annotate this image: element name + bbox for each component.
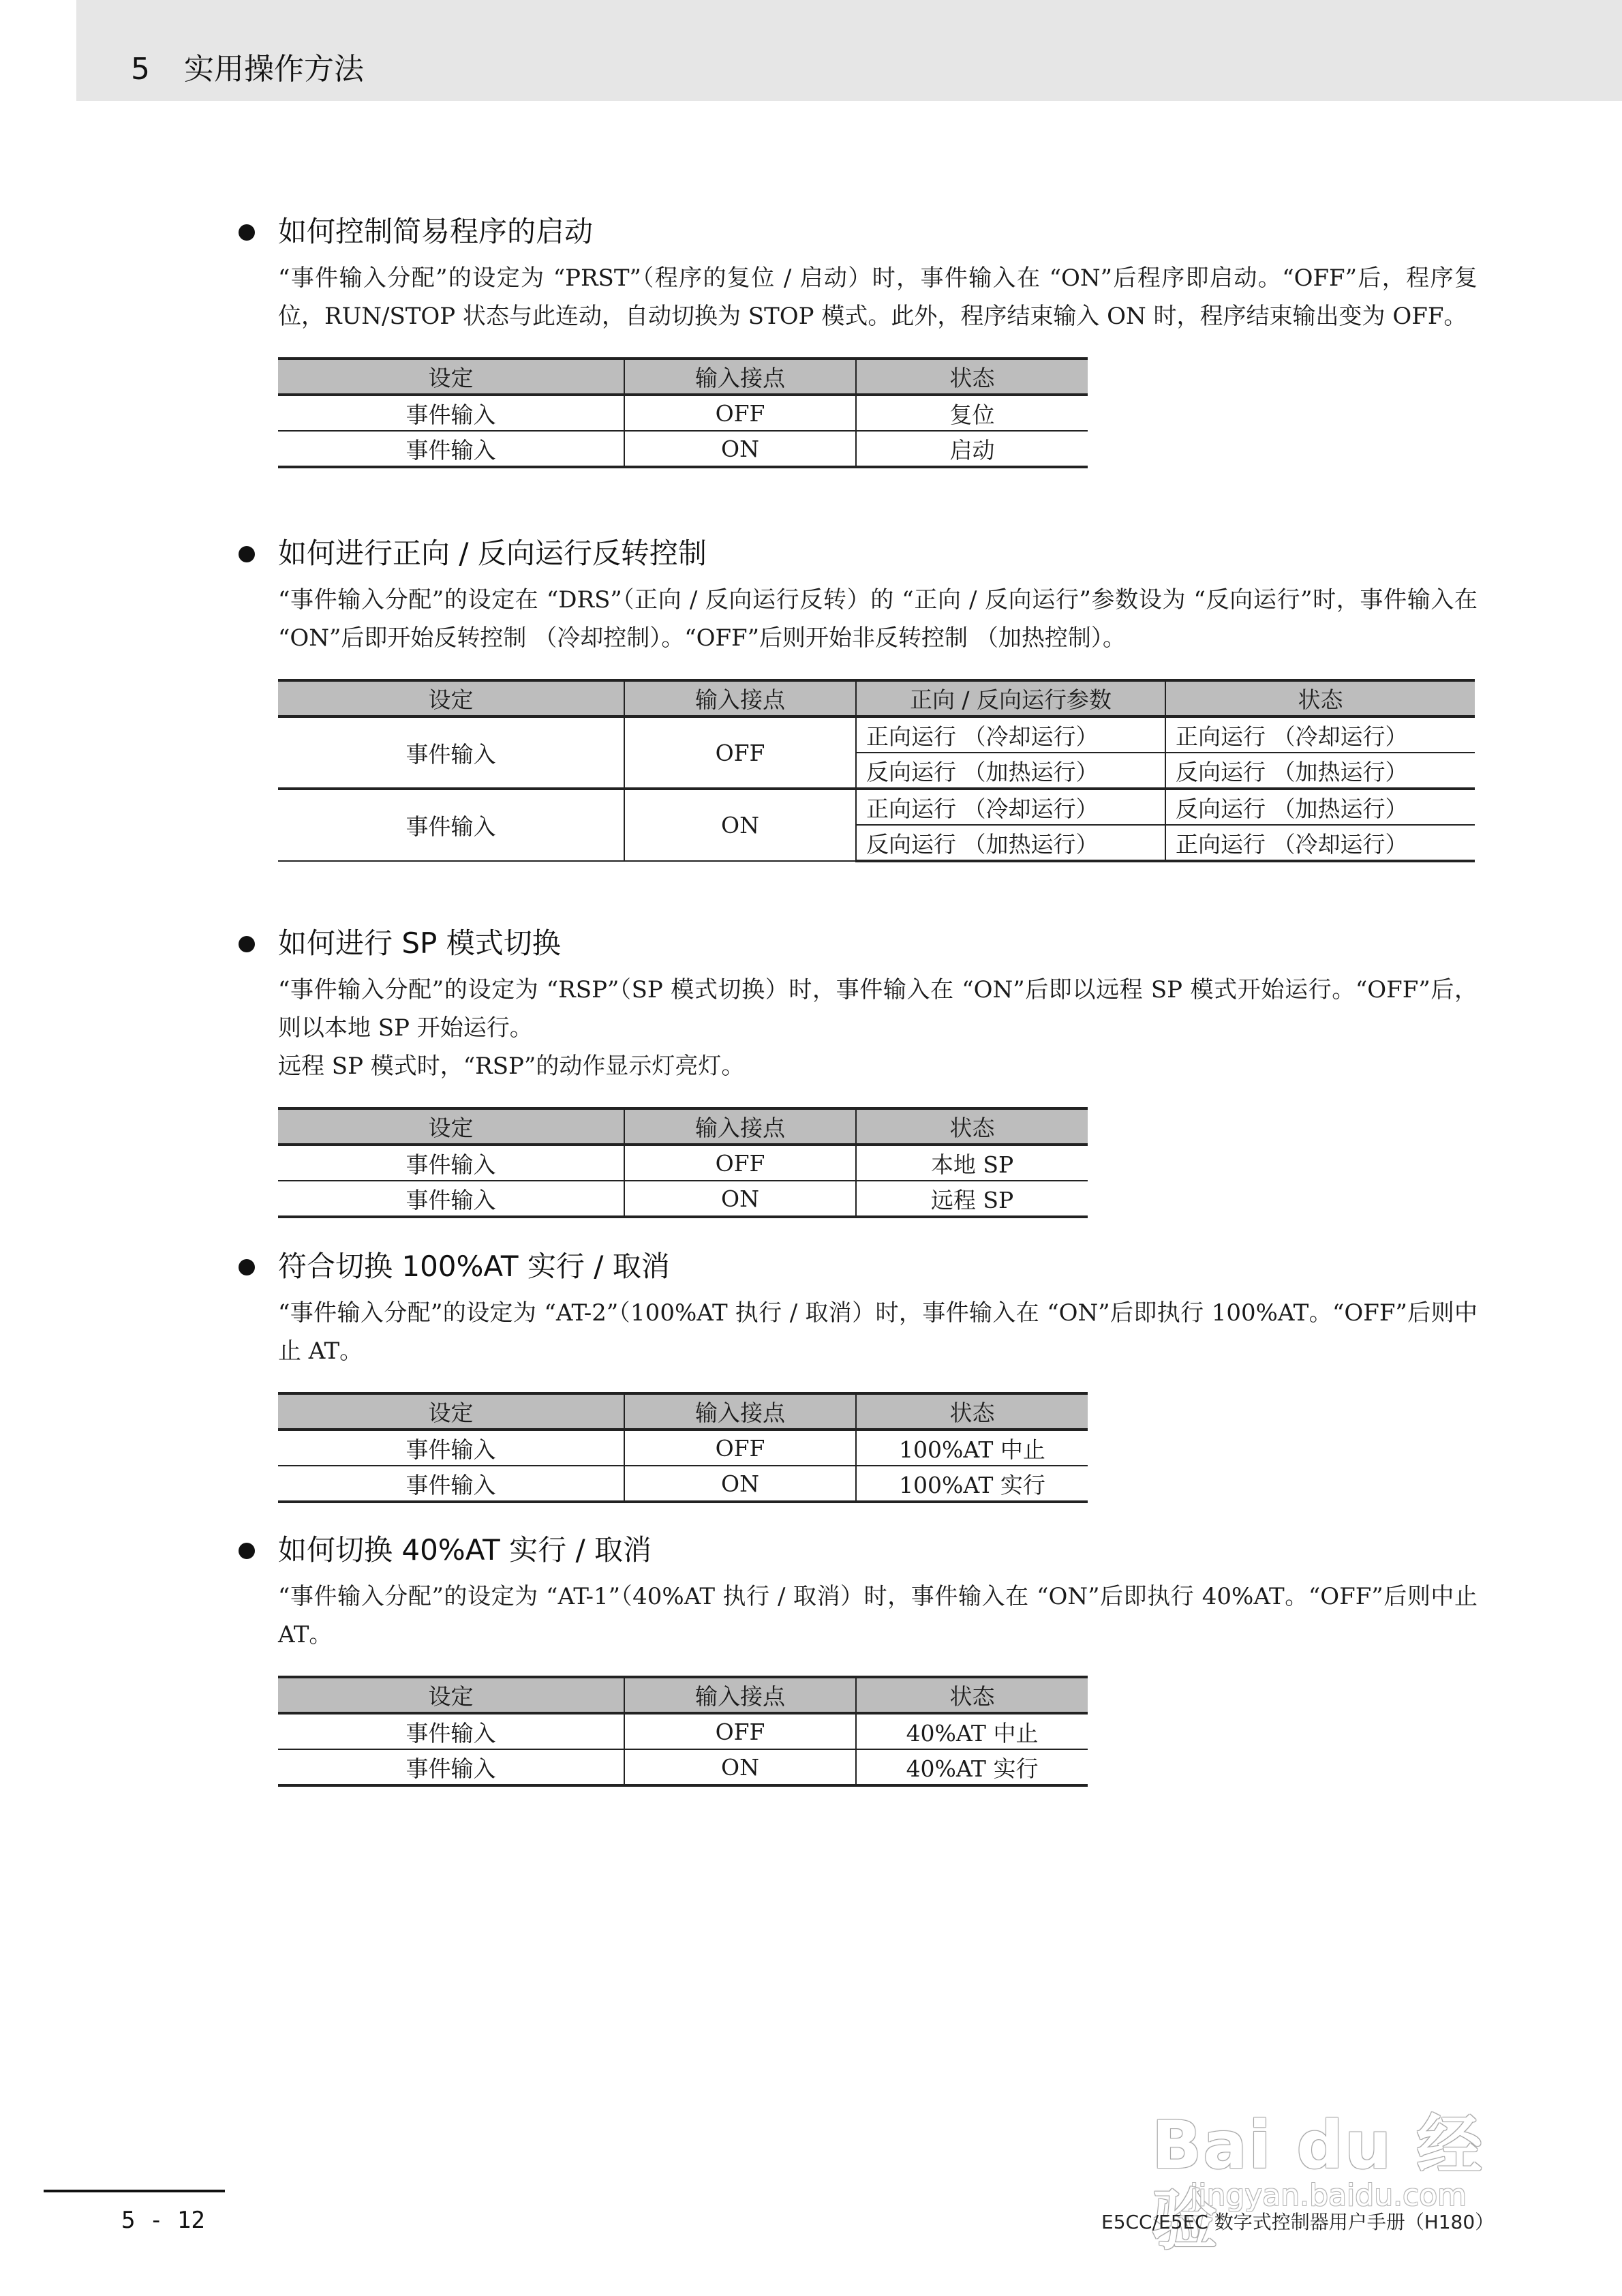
table-cell: 反向运行 （加热运行） [1165,753,1475,789]
column-header: 设定 [278,1393,624,1430]
table-cell: ON [624,1749,856,1785]
section-100at [239,1245,1479,1503]
column-header: 状态 [1165,680,1475,716]
table-cell: ON [624,431,856,467]
table-cell: 100%AT 中止 [856,1430,1088,1466]
table-cell: 事件输入 [278,1430,624,1466]
table-row [278,1749,1088,1785]
table-header-row [278,1108,1088,1145]
paragraph: “事件输入分配”的设定在 “DRS”（正向 / 反向运行反转）的 “正向 / 反向运行”参数设为 “反向运行”时，事件输入在 “ON”后即开始反转控制 （冷却控制）。“OFF”后则开始非反转控制 （加热控制）。 [278,586,1478,652]
chapter-title [131,49,364,90]
paragraph: “事件输入分配”的设定为 “AT-2”（100%AT 执行 / 取消）时，事件输入在 “ON”后即执行 100%AT。“OFF”后则中止 AT。 [278,1299,1478,1365]
column-header: 设定 [278,680,624,716]
table-row [278,1466,1088,1502]
column-header: 设定 [278,359,624,395]
section-direct-reverse [239,532,1479,862]
table-cell: 反向运行 （加热运行） [856,825,1165,861]
table-cell: 事件输入 [278,1145,624,1181]
column-header: 状态 [856,1677,1088,1713]
column-header: 输入接点 [624,680,856,716]
section-sp-mode [239,922,1479,1218]
column-header: 设定 [278,1108,624,1145]
table-row [278,395,1088,431]
table-cell: ON [624,1181,856,1217]
table-cell: 复位 [856,395,1088,431]
table-cell: 事件输入 [278,1713,624,1749]
table-cell: 事件输入 [278,716,624,789]
section-body [278,971,1478,1085]
column-header: 状态 [856,1108,1088,1145]
paragraph: 远程 SP 模式时，“RSP”的动作显示灯亮灯。 [278,1053,745,1080]
table-row [278,716,1475,753]
table-header-row [278,359,1088,395]
table-cell: OFF [624,395,856,431]
chapter-number: 5 [131,52,150,87]
table-cell: 100%AT 实行 [856,1466,1088,1502]
table-cell: 事件输入 [278,395,624,431]
table-cell: 事件输入 [278,431,624,467]
section-40at [239,1528,1479,1787]
table-cell: 远程 SP [856,1181,1088,1217]
footer-rule [44,2190,225,2192]
table-cell: 40%AT 实行 [856,1749,1088,1785]
table-cell: 事件输入 [278,1466,624,1502]
table-header-row [278,680,1475,716]
section-program-start [239,210,1479,468]
column-header: 设定 [278,1677,624,1713]
bullet-icon [239,936,255,952]
table-cell: 反向运行 （加热运行） [1165,789,1475,825]
section-body [278,1577,1478,1654]
table-cell: OFF [624,1145,856,1181]
section-body [278,1294,1478,1370]
table-cell: 正向运行 （冷却运行） [1165,825,1475,861]
section-heading: 如何切换 40%AT 实行 / 取消 [239,1528,1479,1572]
section-heading: 如何进行正向 / 反向运行反转控制 [239,532,1479,575]
bullet-icon [239,1543,255,1559]
column-header: 输入接点 [624,1393,856,1430]
watermark-url: jingyan.baidu.com [1190,2178,1467,2213]
table-cell: OFF [624,716,856,789]
table-cell: 反向运行 （加热运行） [856,753,1165,789]
table-row [278,789,1475,825]
table-cell: 正向运行 （冷却运行） [856,716,1165,753]
contact-table [278,357,1088,468]
column-header: 状态 [856,359,1088,395]
table-row [278,431,1088,467]
column-header: 正向 / 反向运行参数 [856,680,1165,716]
table-row [278,1713,1088,1749]
section-body [278,581,1478,657]
table-cell: 事件输入 [278,1749,624,1785]
contact-table [278,1392,1088,1503]
table-cell: 40%AT 中止 [856,1713,1088,1749]
paragraph: “事件输入分配”的设定为 “PRST”（程序的复位 / 启动）时，事件输入在 “ON”后程序即启动。“OFF”后，程序复位，RUN/STOP 状态与此连动，自动切换为 STOP 模式。此外，程序结束输入 ON 时，程序结束输出变为 OFF。 [278,265,1478,330]
section-heading: 符合切换 100%AT 实行 / 取消 [239,1245,1479,1288]
section-body [278,259,1478,335]
column-header: 输入接点 [624,359,856,395]
section-heading: 如何进行 SP 模式切换 [239,922,1479,965]
table-cell: 正向运行 （冷却运行） [1165,716,1475,753]
table-cell: OFF [624,1430,856,1466]
table-cell: 事件输入 [278,789,624,861]
column-header: 状态 [856,1393,1088,1430]
page-number: 5 - 12 [121,2207,205,2234]
watermark-brand: Bai du 经验 [1152,2107,1484,2259]
contact-table [278,679,1475,862]
paragraph: “事件输入分配”的设定为 “AT-1”（40%AT 执行 / 取消）时，事件输入在 “ON”后即执行 40%AT。“OFF”后则中止 AT。 [278,1583,1478,1648]
table-cell: ON [624,1466,856,1502]
table-cell: OFF [624,1713,856,1749]
paragraph: “事件输入分配”的设定为 “RSP”（SP 模式切换）时，事件输入在 “ON”后即以远程 SP 模式开始运行。“OFF”后，则以本地 SP 开始运行。 [278,976,1478,1042]
manual-title: E5CC/E5EC 数字式控制器用户手册（H180） [1101,2211,1495,2233]
table-row [278,1181,1088,1217]
table-cell: 启动 [856,431,1088,467]
contact-table [278,1107,1088,1218]
column-header: 输入接点 [624,1677,856,1713]
bullet-icon [239,224,255,241]
table-header-row [278,1677,1088,1713]
table-cell: ON [624,789,856,861]
chapter-title-text: 实用操作方法 [184,52,364,87]
table-cell: 事件输入 [278,1181,624,1217]
table-header-row [278,1393,1088,1430]
bullet-icon [239,1259,255,1275]
contact-table [278,1676,1088,1787]
table-cell: 正向运行 （冷却运行） [856,789,1165,825]
table-cell: 本地 SP [856,1145,1088,1181]
column-header: 输入接点 [624,1108,856,1145]
bullet-icon [239,546,255,562]
section-heading: 如何控制简易程序的启动 [239,210,1479,254]
table-row [278,1430,1088,1466]
table-row [278,1145,1088,1181]
